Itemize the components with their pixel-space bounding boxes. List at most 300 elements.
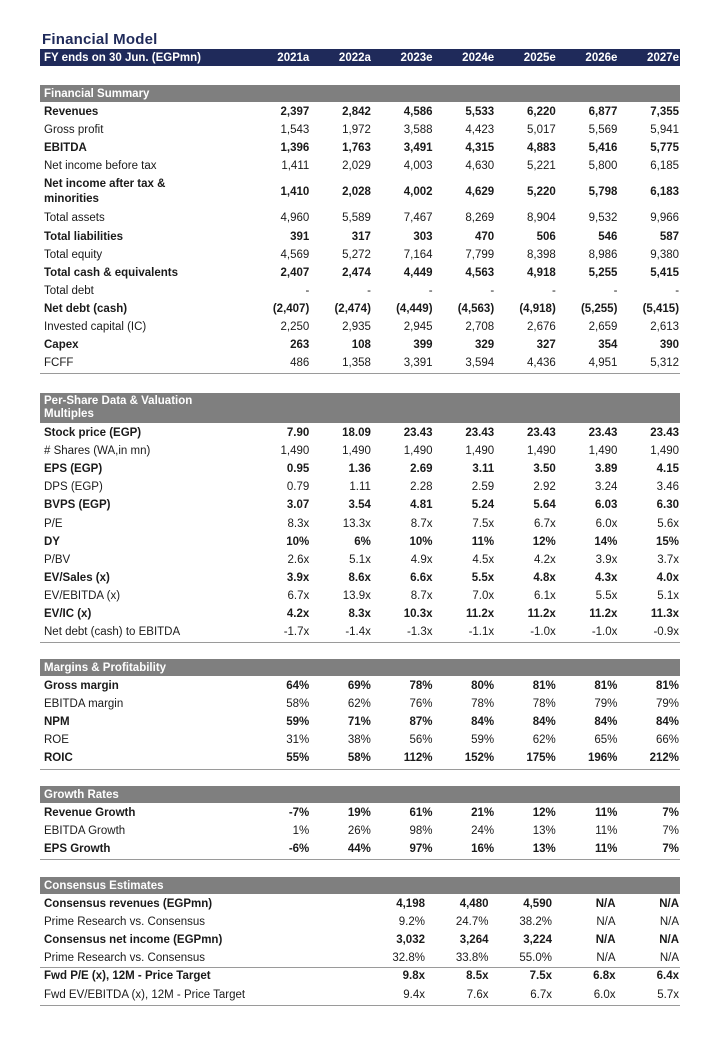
value-cell: 2,659 — [588, 321, 618, 333]
value-cell: 98% — [409, 825, 433, 838]
value-cell: 263 — [290, 339, 310, 352]
value-cell: 32.8% — [392, 952, 425, 965]
value-cell: 6,877 — [588, 106, 618, 118]
value-cell: 4,630 — [465, 160, 495, 173]
value-cell: 3.11 — [472, 463, 495, 476]
value-cell: 76% — [409, 698, 433, 711]
row-label: Invested capital (IC) — [44, 321, 147, 333]
value-cell: 3,391 — [403, 357, 433, 370]
value-cell: 303 — [413, 230, 433, 243]
value-cell: 1,490 — [342, 445, 371, 458]
value-cell: 587 — [659, 230, 680, 243]
table-row — [40, 460, 680, 478]
value-cell: 5,255 — [588, 266, 618, 279]
value-cell: 5.7x — [657, 988, 679, 1001]
table-row — [40, 228, 680, 246]
value-cell: 62% — [532, 734, 556, 747]
value-cell: 5.1x — [349, 553, 371, 566]
value-cell: 84% — [471, 716, 495, 729]
value-cell: 58% — [286, 698, 310, 711]
row-label: Total equity — [44, 248, 103, 261]
value-cell: N/A — [595, 934, 616, 947]
value-cell: 4,480 — [459, 898, 489, 910]
value-cell: 4.2x — [286, 608, 310, 620]
value-cell: 31% — [286, 734, 310, 747]
row-label: BVPS (EGP) — [44, 499, 111, 512]
value-cell: 7.0x — [472, 589, 495, 602]
value-cell: 2,029 — [342, 160, 371, 173]
value-cell: 7.5x — [472, 517, 495, 530]
value-cell: 65% — [594, 734, 618, 747]
value-cell: - — [490, 284, 495, 297]
row-label: ROIC — [44, 752, 73, 765]
value-cell: 5,941 — [650, 124, 680, 137]
row-label: EPS (EGP) — [44, 463, 103, 476]
row-label: Revenues — [44, 106, 99, 118]
value-cell: 3,264 — [459, 934, 489, 947]
row-label: Consensus revenues (EGPmn) — [44, 898, 213, 910]
table-row — [40, 424, 680, 442]
value-cell: 6.1x — [534, 589, 556, 602]
value-cell: 5,221 — [527, 160, 556, 173]
row-label: Prime Research vs. Consensus — [44, 952, 206, 965]
value-cell: 9.8x — [402, 970, 425, 983]
value-cell: 4,590 — [523, 898, 552, 910]
row-label: Revenue Growth — [44, 807, 136, 819]
value-cell: (5,415) — [642, 302, 680, 315]
row-label: Total assets — [44, 212, 105, 225]
value-cell: 97% — [409, 843, 433, 856]
value-cell: 506 — [536, 230, 556, 243]
value-cell: 4.2x — [534, 553, 556, 566]
section-bottom-rule — [40, 859, 680, 860]
value-cell: 8.3x — [348, 608, 371, 620]
section-header-growth: Growth Rates — [40, 786, 680, 803]
value-cell: 4,315 — [465, 142, 495, 155]
value-cell: 2,842 — [342, 106, 371, 118]
value-cell: 2.28 — [410, 481, 433, 494]
value-cell: 4.0x — [656, 571, 680, 584]
value-cell: 81% — [532, 680, 556, 692]
value-cell: 8.7x — [410, 517, 433, 530]
value-cell: 5,272 — [342, 248, 371, 261]
value-cell: 10% — [286, 535, 310, 548]
value-cell: 23.43 — [527, 427, 556, 439]
value-cell: (5,255) — [580, 302, 618, 315]
value-cell: 7,467 — [403, 212, 433, 225]
value-cell: 3.50 — [533, 463, 556, 476]
year-header: 2023e — [400, 51, 433, 64]
value-cell: 2.6x — [287, 553, 310, 566]
value-cell: 8.5x — [466, 970, 489, 983]
section-bottom-rule — [40, 373, 680, 374]
value-cell: (4,449) — [396, 302, 433, 315]
value-cell: 1,490 — [403, 445, 433, 458]
value-cell: 1,490 — [588, 445, 618, 458]
value-cell: 8.7x — [410, 589, 433, 602]
value-cell: 11% — [471, 535, 495, 548]
value-cell: 18.09 — [342, 427, 371, 439]
value-cell: 1,490 — [527, 445, 556, 458]
value-cell: -0.9x — [653, 626, 680, 639]
value-cell: 3,491 — [403, 142, 433, 155]
value-cell: 3,032 — [396, 934, 425, 947]
value-cell: 79% — [656, 698, 680, 711]
value-cell: 4,436 — [527, 357, 556, 370]
row-label: Consensus net income (EGPmn) — [44, 934, 223, 947]
value-cell: 5,312 — [650, 357, 680, 370]
value-cell: 5,775 — [650, 142, 680, 155]
value-cell: 108 — [351, 339, 371, 352]
value-cell: 8,904 — [527, 212, 556, 225]
value-cell: 3,594 — [465, 357, 495, 370]
value-cell: 61% — [409, 807, 433, 819]
value-cell: 13.9x — [342, 589, 371, 602]
value-cell: 11.2x — [466, 608, 495, 620]
value-cell: 4,918 — [527, 266, 556, 279]
value-cell: 2,945 — [403, 321, 433, 333]
value-cell: 1.11 — [349, 481, 371, 494]
value-cell: (2,407) — [272, 302, 310, 315]
table-row — [40, 175, 680, 209]
table-row — [40, 442, 680, 460]
value-cell: -1.3x — [406, 626, 433, 639]
value-cell: 4.15 — [656, 463, 680, 476]
year-header: 2026e — [585, 51, 618, 64]
value-cell: 2,250 — [280, 321, 310, 333]
value-cell: 87% — [409, 716, 433, 729]
value-cell: 23.43 — [465, 427, 495, 439]
header-label: FY ends on 30 Jun. (EGPmn) — [44, 51, 201, 64]
value-cell: 11.3x — [650, 608, 680, 620]
year-header: 2027e — [647, 51, 680, 64]
value-cell: 24% — [471, 825, 495, 838]
value-cell: 81% — [656, 680, 680, 692]
table-row — [40, 677, 680, 695]
value-cell: 8.3x — [287, 517, 310, 530]
value-cell: 2,708 — [465, 321, 495, 333]
value-cell: 1,396 — [280, 142, 310, 155]
value-cell: N/A — [659, 952, 679, 965]
value-cell: 59% — [471, 734, 495, 747]
value-cell: 71% — [347, 716, 371, 729]
value-cell: 78% — [471, 698, 495, 711]
section-bottom-rule — [40, 769, 680, 770]
value-cell: 1,410 — [280, 186, 310, 199]
column-header-row — [40, 49, 680, 66]
value-cell: 0.95 — [286, 463, 310, 476]
section-header-consensus: Consensus Estimates — [40, 877, 680, 894]
value-cell: 3.9x — [286, 571, 310, 584]
value-cell: 391 — [290, 230, 310, 243]
value-cell: 7.90 — [286, 427, 310, 439]
value-cell: 5.6x — [657, 517, 680, 530]
value-cell: 81% — [594, 680, 618, 692]
value-cell: 4,449 — [403, 266, 433, 279]
value-cell: 1,490 — [650, 445, 680, 458]
row-label: Capex — [44, 339, 79, 352]
value-cell: 1,490 — [465, 445, 495, 458]
row-label: EBITDA Growth — [44, 825, 126, 838]
year-header: 2024e — [462, 51, 495, 64]
value-cell: 8,398 — [527, 248, 556, 261]
value-cell: 6,185 — [650, 160, 680, 173]
value-cell: - — [367, 284, 371, 297]
value-cell: 5,017 — [527, 124, 556, 137]
value-cell: 6.30 — [656, 499, 680, 512]
row-label: EBITDA — [44, 142, 87, 155]
table-row — [40, 986, 680, 1004]
value-cell: 84% — [532, 716, 556, 729]
value-cell: 329 — [474, 339, 495, 352]
value-cell: 546 — [598, 230, 618, 243]
value-cell: 23.43 — [650, 427, 680, 439]
value-cell: 5,533 — [465, 106, 495, 118]
value-cell: 7,799 — [465, 248, 495, 261]
value-cell: 3.7x — [657, 553, 680, 566]
value-cell: 112% — [403, 752, 433, 765]
value-cell: 1,490 — [280, 445, 310, 458]
value-cell: 1,543 — [280, 124, 310, 137]
value-cell: 1,358 — [342, 357, 371, 370]
value-cell: 5.5x — [471, 571, 495, 584]
section-header-financial-summary: Financial Summary — [40, 85, 680, 102]
value-cell: 66% — [656, 734, 680, 747]
value-cell: 11% — [595, 843, 618, 856]
value-cell: -1.0x — [591, 626, 618, 639]
value-cell: -1.7x — [283, 626, 310, 639]
row-label: FCFF — [44, 357, 74, 370]
value-cell: 4,003 — [403, 160, 433, 173]
value-cell: 4.3x — [595, 571, 618, 584]
value-cell: 4,960 — [280, 212, 310, 225]
value-cell: 3.9x — [595, 553, 618, 566]
value-cell: 1,763 — [342, 142, 371, 155]
value-cell: 11.2x — [589, 608, 618, 620]
table-row — [40, 605, 680, 623]
value-cell: N/A — [659, 898, 679, 910]
section-header-per-share: Per-Share Data & Valuation Multiples — [40, 393, 680, 423]
value-cell: 2,028 — [342, 186, 371, 199]
value-cell: 4,951 — [588, 357, 618, 370]
value-cell: 196% — [587, 752, 618, 765]
value-cell: 3.89 — [595, 463, 618, 476]
table-row — [40, 587, 680, 605]
value-cell: N/A — [659, 934, 679, 947]
value-cell: 12% — [532, 535, 556, 548]
table-row — [40, 533, 680, 551]
value-cell: 1,972 — [342, 124, 371, 137]
table-row — [40, 264, 680, 282]
table-row — [40, 478, 680, 496]
row-label: EBITDA margin — [44, 698, 124, 711]
value-cell: -6% — [288, 843, 310, 856]
value-cell: 62% — [347, 698, 371, 711]
value-cell: 12% — [532, 807, 556, 819]
value-cell: 11.2x — [527, 608, 556, 620]
value-cell: 7,355 — [650, 106, 680, 118]
table-row — [40, 246, 680, 264]
row-label: Gross margin — [44, 680, 119, 692]
row-label: P/E — [44, 517, 63, 530]
section-bottom-rule — [40, 642, 680, 643]
value-cell: - — [613, 284, 618, 297]
value-cell: 21% — [471, 807, 495, 819]
value-cell: 2,474 — [342, 266, 371, 279]
value-cell: 2,397 — [280, 106, 310, 118]
value-cell: 4,002 — [403, 186, 433, 199]
table-row — [40, 354, 680, 372]
row-label: EV/IC (x) — [44, 608, 92, 620]
value-cell: 9,966 — [650, 212, 680, 225]
value-cell: 1,411 — [281, 160, 310, 173]
value-cell: 6.7x — [534, 517, 556, 530]
value-cell: (4,563) — [457, 302, 495, 315]
value-cell: 19% — [347, 807, 371, 819]
value-cell: 2,613 — [650, 321, 680, 333]
value-cell: 16% — [471, 843, 495, 856]
value-cell: 1% — [292, 825, 310, 838]
row-label: ROE — [44, 734, 69, 747]
value-cell: -1.0x — [530, 626, 556, 639]
value-cell: 4,586 — [403, 106, 433, 118]
value-cell: 2,676 — [527, 321, 556, 333]
row-label: Prime Research vs. Consensus — [44, 916, 206, 929]
row-label: Stock price (EGP) — [44, 427, 142, 439]
table-row — [40, 496, 680, 514]
value-cell: 8,269 — [465, 212, 495, 225]
value-cell: 5,589 — [342, 212, 371, 225]
value-cell: 4,569 — [280, 248, 310, 261]
value-cell: 390 — [659, 339, 680, 352]
table-row — [40, 157, 680, 175]
value-cell: 38.2% — [519, 916, 552, 929]
value-cell: 8.6x — [348, 571, 371, 584]
value-cell: 4.8x — [533, 571, 556, 584]
value-cell: 9.4x — [403, 988, 425, 1001]
value-cell: 6.03 — [595, 499, 618, 512]
value-cell: 7.5x — [529, 970, 552, 983]
row-label: Net debt (cash) — [44, 302, 128, 315]
value-cell: 2.69 — [410, 463, 433, 476]
row-label: EPS Growth — [44, 843, 111, 856]
value-cell: 6.0x — [593, 988, 616, 1001]
table-row — [40, 822, 680, 840]
value-cell: - — [428, 284, 433, 297]
row-label: Net income before tax — [44, 160, 157, 173]
table-row — [40, 336, 680, 354]
value-cell: 15% — [656, 535, 680, 548]
section-bottom-rule — [40, 1005, 680, 1006]
table-row — [40, 551, 680, 569]
value-cell: 5,798 — [588, 186, 618, 199]
value-cell: 6.7x — [287, 589, 310, 602]
value-cell: 3.54 — [348, 499, 371, 512]
value-cell: 6% — [354, 535, 371, 548]
value-cell: 4,563 — [465, 266, 495, 279]
value-cell: 3,588 — [403, 124, 433, 137]
value-cell: 79% — [594, 698, 618, 711]
table-row — [40, 209, 680, 227]
value-cell: 2,935 — [342, 321, 371, 333]
value-cell: 470 — [474, 230, 495, 243]
value-cell: 9.2% — [398, 916, 425, 929]
value-cell: 5,800 — [588, 160, 618, 173]
row-label: P/BV — [44, 553, 71, 566]
value-cell: 3.07 — [286, 499, 310, 512]
row-label: EV/Sales (x) — [44, 571, 110, 584]
value-cell: (4,918) — [519, 302, 556, 315]
value-cell: 58% — [347, 752, 371, 765]
value-cell: 11% — [595, 825, 618, 838]
value-cell: 4,629 — [465, 186, 495, 199]
table-row — [40, 931, 680, 949]
value-cell: 1.36 — [348, 463, 371, 476]
value-cell: 6.8x — [593, 970, 616, 983]
value-cell: 4.81 — [410, 499, 433, 512]
table-row — [40, 840, 680, 858]
table-row — [40, 282, 680, 300]
row-label: Total debt — [44, 284, 94, 297]
value-cell: 13% — [532, 843, 556, 856]
value-cell: 5.5x — [595, 589, 618, 602]
value-cell: - — [305, 284, 310, 297]
table-row — [40, 103, 680, 121]
value-cell: 84% — [594, 716, 618, 729]
value-cell: 33.8% — [455, 952, 489, 965]
table-row — [40, 731, 680, 749]
value-cell: 354 — [598, 339, 618, 352]
table-row — [40, 623, 680, 641]
value-cell: 56% — [409, 734, 433, 747]
value-cell: 5,416 — [588, 142, 618, 155]
value-cell: 55% — [286, 752, 310, 765]
value-cell: 5,415 — [650, 266, 680, 279]
value-cell: 44% — [347, 843, 371, 856]
row-label: EV/EBITDA (x) — [44, 589, 121, 602]
table-row — [40, 695, 680, 713]
value-cell: N/A — [595, 898, 616, 910]
value-cell: 5.24 — [471, 499, 495, 512]
row-label: NPM — [44, 716, 70, 729]
table-row — [40, 139, 680, 157]
value-cell: 175% — [526, 752, 556, 765]
value-cell: 399 — [413, 339, 433, 352]
table-row — [40, 713, 680, 731]
value-cell: 59% — [286, 716, 310, 729]
value-cell: 23.43 — [588, 427, 618, 439]
value-cell: N/A — [659, 916, 679, 929]
value-cell: 6.0x — [595, 517, 618, 530]
value-cell: 152% — [464, 752, 495, 765]
value-cell: 3,224 — [523, 934, 552, 947]
value-cell: 14% — [594, 535, 618, 548]
value-cell: 84% — [656, 716, 680, 729]
row-label: # Shares (WA,in mn) — [44, 445, 151, 458]
value-cell: 78% — [409, 680, 433, 692]
value-cell: 13.3x — [342, 517, 371, 530]
value-cell: 317 — [351, 230, 371, 243]
value-cell: 4.9x — [410, 553, 433, 566]
row-label: Gross profit — [44, 124, 104, 137]
table-row — [40, 913, 680, 931]
value-cell: N/A — [596, 952, 616, 965]
year-header: 2021a — [277, 51, 310, 64]
year-header: 2025e — [523, 51, 556, 64]
value-cell: 5,569 — [588, 124, 618, 137]
value-cell: 0.79 — [286, 481, 310, 494]
row-label: Net debt (cash) to EBITDA — [44, 626, 181, 639]
